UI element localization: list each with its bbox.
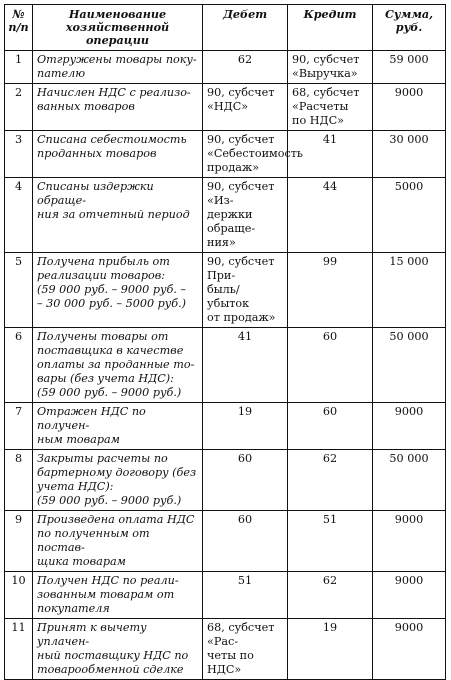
table-row [5, 84, 446, 131]
row-num-cell: 8 [5, 450, 33, 511]
credit-cell: 62 [288, 572, 373, 619]
amount-cell: 5000 [373, 178, 446, 253]
operation-name-cell: Получен НДС по реали- зованным товарам от покупателя [33, 572, 203, 619]
debit-cell: 19 [203, 403, 288, 450]
debit-cell: 90, субсчет «НДС» [203, 84, 288, 131]
table-row [5, 328, 446, 403]
amount-cell: 9000 [373, 84, 446, 131]
credit-cell: 60 [288, 328, 373, 403]
amount-cell: 15 000 [373, 253, 446, 328]
debit-cell: 90, субсчет При- быль/ убыток от продаж» [203, 253, 288, 328]
row-num-cell: 6 [5, 328, 33, 403]
credit-cell: 99 [288, 253, 373, 328]
row-num-cell: 10 [5, 572, 33, 619]
table-row [5, 131, 446, 178]
operation-name-cell: Получена прибыль от реализации товаров: (59 000 руб. – 9000 руб. – – 30 000 руб. – 5000 руб.) [33, 253, 203, 328]
credit-cell: 41 [288, 131, 373, 178]
table-row [5, 511, 446, 572]
header-credit: Кредит [288, 5, 373, 51]
table-row [5, 619, 446, 680]
operation-name-cell: Списана себестоимость проданных товаров [33, 131, 203, 178]
operation-name-cell: Списаны издержки обраще- ния за отчетный период [33, 178, 203, 253]
operation-name-cell: Закрыты расчеты по бартерному договору (без учета НДС): (59 000 руб. – 9000 руб.) [33, 450, 203, 511]
header-debit: Дебет [203, 5, 288, 51]
operation-name-cell: Произведена оплата НДС по полученным от постав- щика товарам [33, 511, 203, 572]
amount-cell: 9000 [373, 403, 446, 450]
table-row [5, 51, 446, 84]
amount-cell: 30 000 [373, 131, 446, 178]
row-num-cell: 3 [5, 131, 33, 178]
amount-cell: 9000 [373, 619, 446, 680]
header-amount: Сумма, руб. [373, 5, 446, 51]
debit-cell: 41 [203, 328, 288, 403]
credit-cell: 51 [288, 511, 373, 572]
amount-cell: 9000 [373, 511, 446, 572]
credit-cell: 90, субсчет «Выручка» [288, 51, 373, 84]
amount-cell: 50 000 [373, 450, 446, 511]
debit-cell: 68, субсчет «Рас- четы по НДС» [203, 619, 288, 680]
table-row [5, 253, 446, 328]
row-num-cell: 2 [5, 84, 33, 131]
table-header-row [5, 5, 446, 51]
debit-cell: 90, субсчет «Из- держки обраще- ния» [203, 178, 288, 253]
header-operation-name: Наименование хозяйственной операции [33, 5, 203, 51]
row-num-cell: 7 [5, 403, 33, 450]
operation-name-cell: Начислен НДС с реализо- ванных товаров [33, 84, 203, 131]
credit-cell: 44 [288, 178, 373, 253]
operation-name-cell: Принят к вычету уплачен- ный поставщику НДС по товарообменной сделке [33, 619, 203, 680]
credit-cell: 68, субсчет «Расчеты по НДС» [288, 84, 373, 131]
row-num-cell: 11 [5, 619, 33, 680]
credit-cell: 60 [288, 403, 373, 450]
amount-cell: 59 000 [373, 51, 446, 84]
row-num-cell: 1 [5, 51, 33, 84]
row-num-cell: 4 [5, 178, 33, 253]
debit-cell: 90, субсчет «Себестоимость продаж» [203, 131, 288, 178]
accounting-entries-table [4, 4, 446, 680]
debit-cell: 51 [203, 572, 288, 619]
amount-cell: 9000 [373, 572, 446, 619]
row-num-cell: 5 [5, 253, 33, 328]
operation-name-cell: Отгружены товары поку- пателю [33, 51, 203, 84]
credit-cell: 62 [288, 450, 373, 511]
debit-cell: 62 [203, 51, 288, 84]
table-row [5, 178, 446, 253]
debit-cell: 60 [203, 450, 288, 511]
table-row [5, 403, 446, 450]
header-num: № п/п [5, 5, 33, 51]
table-row [5, 450, 446, 511]
operation-name-cell: Отражен НДС по получен- ным товарам [33, 403, 203, 450]
operation-name-cell: Получены товары от поставщика в качестве оплаты за проданные то- вары (без учета НДС): (59 000 руб. – 9000 руб.) [33, 328, 203, 403]
row-num-cell: 9 [5, 511, 33, 572]
table-row [5, 572, 446, 619]
debit-cell: 60 [203, 511, 288, 572]
credit-cell: 19 [288, 619, 373, 680]
amount-cell: 50 000 [373, 328, 446, 403]
